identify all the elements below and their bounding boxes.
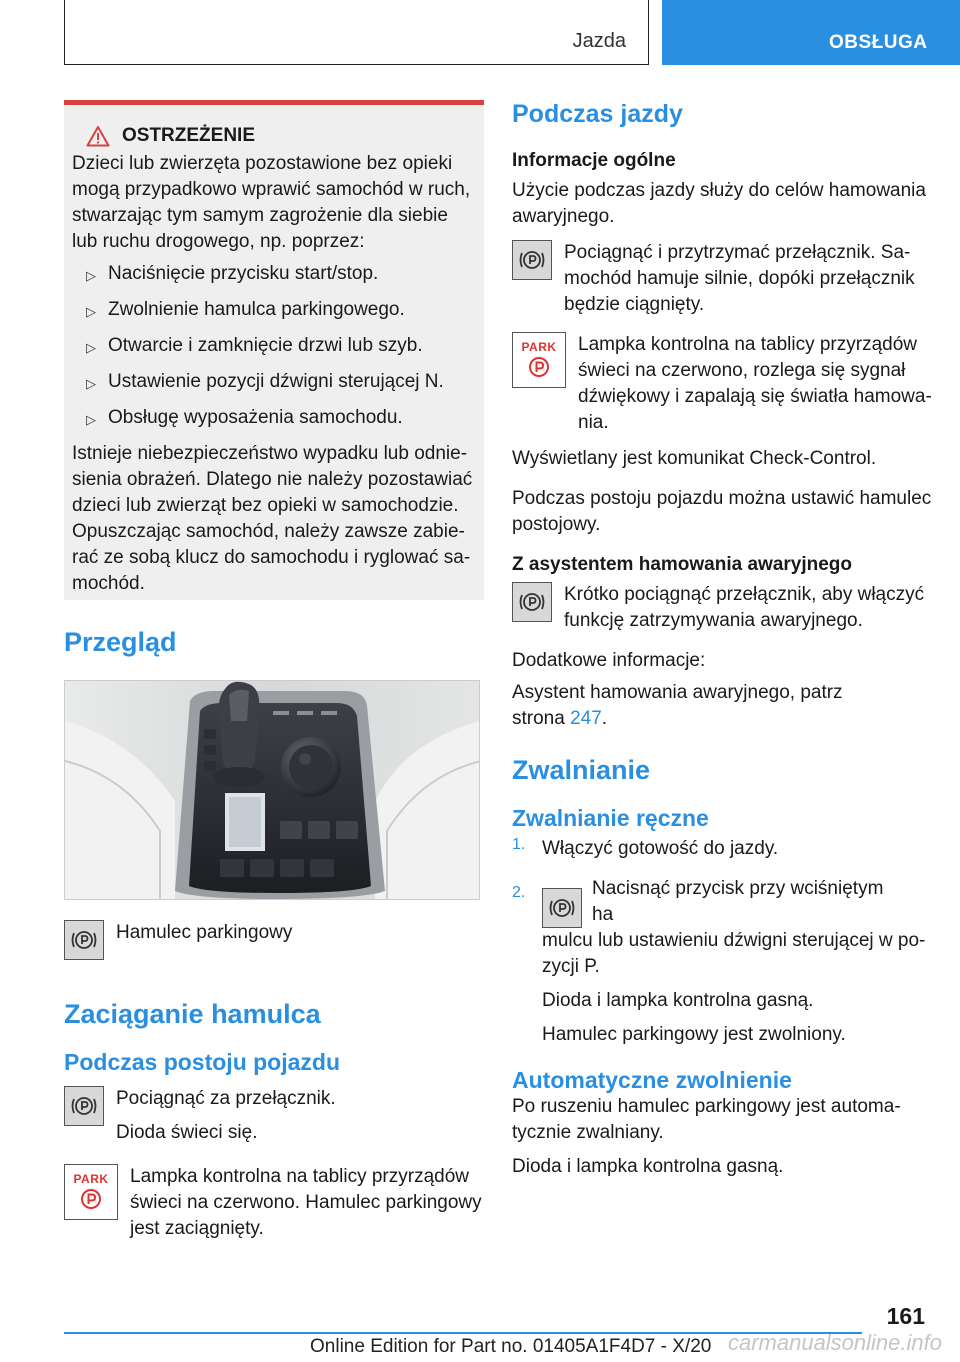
park-indicator-text: Lampka kontrolna na tablicy przyrządów świeci na czerwono. Hamulec parkingowy jest zaciągnięty.: [130, 1166, 482, 1239]
driving-pull-step: [512, 240, 932, 318]
warning-outro: Istnieje niebezpieczeństwo wypadku lub odniesienia obrażeń. Dlatego nie należy pozostawiać dzieci lub zwierząt bez opieki w samochodzie. Opuszczając samochód, należy zawsze zabierać ze sobą klucz do samochodu i ryglować samochód.: [72, 443, 473, 594]
driving-park-text: Lampka kontrolna na tablicy przyrządów świeci na czerwono, rozlega się sygnał dźwiękowy i zapalają się światła hamowania.: [578, 334, 932, 433]
parking-brake-caption: [64, 920, 484, 960]
step-number: 1.: [512, 836, 526, 853]
stationary-text-1: Pociągnąć za przełącznik.: [116, 1088, 336, 1109]
step-text-continued: mulcu lub ustawieniu dźwigni sterującej w pozycji P.: [542, 930, 926, 977]
photo-caption: Hamulec parkingowy: [116, 922, 293, 943]
apply-heading: Zaciąganie hamulca: [64, 999, 321, 1029]
triangle-bullet-icon: ▷: [86, 304, 96, 319]
center-console-image: [65, 681, 480, 900]
warning-title-text: OSTRZEŻENIE: [122, 125, 256, 146]
park-warning-icon: PARK: [512, 332, 566, 388]
park-warning-icon: PARK: [64, 1164, 118, 1220]
step-text: Włączyć gotowość do jazdy.: [542, 838, 779, 859]
overview-heading: Przegląd: [64, 627, 177, 657]
assist-text: Krótko pociągnąć przełącznik, aby włączyć funkcję zatrzymywania awaryjnego.: [564, 584, 925, 631]
manual-release-heading: Zwalnianie ręczne: [512, 805, 709, 831]
list-item: ▷ Naciśnięcie przycisku start/stop.: [72, 261, 476, 289]
assist-heading: Z asystentem hamowania awaryjnego: [512, 554, 853, 575]
auto-release-text-2: Dioda i lampka kontrolna gasną.: [512, 1156, 784, 1177]
right-column: [512, 100, 932, 1180]
warning-triangle-icon: [86, 125, 110, 147]
step-sub-2: Hamulec parkingowy jest zwolniony.: [542, 1024, 846, 1045]
warning-title: [86, 125, 476, 147]
list-item: ▷ Ustawienie pozycji dźwigni sterującej N.: [72, 369, 476, 397]
page-link[interactable]: 247: [570, 708, 602, 729]
chapter-tab-label: OBSŁUGA: [829, 32, 928, 53]
triangle-bullet-icon: ▷: [86, 412, 96, 427]
extra-info-label: Dodatkowe informacje:: [512, 650, 706, 671]
pull-text: Pociągnąć i przytrzymać przełącznik. Samochód hamuje silnie, dopóki przełącznik będzie ciągnięty.: [564, 242, 915, 315]
driving-heading: Podczas jazdy: [512, 100, 683, 128]
stationary-heading: Podczas postoju pojazdu: [64, 1049, 341, 1075]
auto-release-heading: Automatyczne zwolnienie: [512, 1067, 792, 1093]
extra-info-text: Asystent hamowania awaryjnego, patrz: [512, 682, 843, 703]
driving-park-indicator: [512, 332, 932, 436]
stationary-text-2: Dioda świeci się.: [116, 1122, 258, 1143]
watermark: carmanualsonline.info: [727, 1330, 942, 1355]
step-number: 2.: [512, 884, 526, 901]
release-step-2: [512, 876, 932, 1048]
general-text: Użycie podczas jazdy służy do celów hamowania awaryjnego.: [512, 180, 926, 227]
footer-edition: Online Edition for Part no. 01405A1F4D7 - X/20: [310, 1336, 712, 1357]
triangle-bullet-icon: ▷: [86, 268, 96, 283]
list-item: ▷ Obsługę wyposażenia samochodu.: [72, 405, 476, 433]
stop-text: Podczas postoju pojazdu można ustawić hamulec postojowy.: [512, 488, 932, 535]
triangle-bullet-icon: ▷: [86, 340, 96, 355]
parking-brake-button-icon: [64, 920, 104, 960]
parking-brake-button-icon: [542, 888, 582, 928]
triangle-bullet-icon: ▷: [86, 376, 96, 391]
general-heading: Informacje ogólne: [512, 150, 676, 171]
step-text: Nacisnąć przycisk przy wciśniętym ha: [592, 878, 884, 925]
warning-box: [64, 100, 484, 600]
stationary-step: [64, 1086, 484, 1146]
release-step-1: [512, 836, 932, 862]
list-item: ▷ Zwolnienie hamulca parkingowego.: [72, 297, 476, 325]
check-control-text: Wyświetlany jest komunikat Check-Control.: [512, 448, 877, 469]
auto-release-text: Po ruszeniu hamulec parkingowy jest automatycznie zwalniany.: [512, 1096, 901, 1143]
warning-list: [72, 261, 476, 433]
release-heading: Zwalnianie: [512, 755, 651, 785]
step-sub-1: Dioda i lampka kontrolna gasną.: [542, 990, 814, 1011]
stationary-park-indicator: [64, 1164, 484, 1242]
list-item: ▷ Otwarcie i zamknięcie drzwi lub szyb.: [72, 333, 476, 361]
chapter-tab[interactable]: [662, 0, 960, 65]
page-number: 161: [886, 1303, 925, 1329]
parking-brake-button-icon: [512, 240, 552, 280]
extra-info-page: strona 247.: [512, 708, 608, 729]
left-column: [64, 100, 484, 1242]
warning-intro: Dzieci lub zwierzęta pozostawione bez opieki mogą przypadkowo wprawić samochód w ruch, stwarzając tym samym zagrożenie dla siebie lub ruchu drogowego, np. poprzez:: [72, 153, 471, 252]
section-title: Jazda: [572, 30, 626, 52]
parking-brake-button-icon: [64, 1086, 104, 1126]
header-bar: [64, 0, 649, 65]
console-photo: [64, 680, 480, 900]
parking-brake-button-icon: [512, 582, 552, 622]
assist-step: [512, 582, 932, 634]
